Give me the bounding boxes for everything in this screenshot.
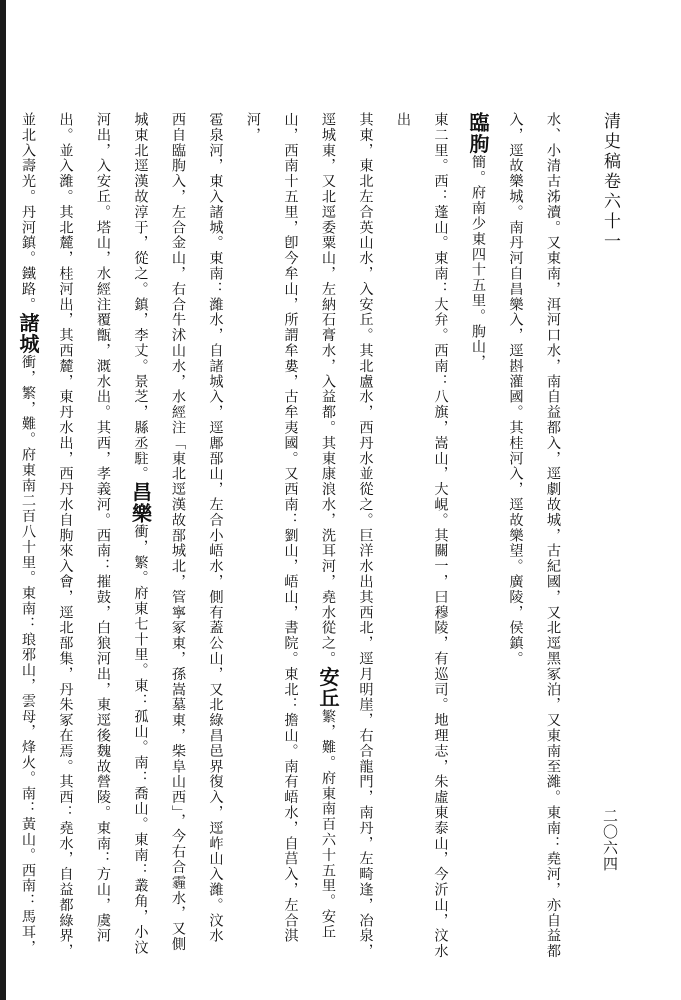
main-text-block xyxy=(16,112,571,974)
heading-text: 簡。府南少東四十五里。朐山， xyxy=(470,154,486,371)
text-column-with-heading xyxy=(309,112,347,974)
section-heading: 安丘 xyxy=(316,666,340,709)
text-column xyxy=(0,112,9,974)
text-column: 入，逕故樂城。南丹河自昌樂入，逕斟灌國。其桂河入，逕故樂望。廣陵，侯鎮。 xyxy=(507,112,524,667)
text-column-with-heading xyxy=(459,112,497,974)
section-heading: 諸城 xyxy=(16,312,40,355)
text-column: 出。並入濰。其北麓，桂河出，其西麓，東丹水出，西丹水自朐來入會，逕北郚集，丹朱冢在焉。其西：堯水，自益都綠界， xyxy=(57,112,74,959)
text-column: 山，西南十五里，卽今牟山，所謂牟婁，古牟夷國。又西南：劉山，峿山，書院。東北：擔山。南有峿水，自莒入，左合淇河， xyxy=(245,112,299,944)
text-run: 逕城東，又北逕委粟山，左納石膏水，入益都。其東康浪水，洗耳河，堯水從之。 xyxy=(320,112,336,667)
heading-text: 衝，繁。府東七十里。東：孤山。南：喬山。東南：叢角，小汶 xyxy=(132,524,149,956)
text-column: 雹泉河，東入諸城。東南：濰水，自諸城入，逕鄌郚山，左合小峿水，側有蓋公山，又北綠昌邑界復入，逕岞山入濰。汶水 xyxy=(207,112,224,944)
heading-text: 繁，難。府東南百六十五里。安丘 xyxy=(320,708,336,940)
text-column-with-heading xyxy=(9,112,47,974)
running-header: 清史稿卷六十一 xyxy=(600,112,620,252)
text-column: 水、小清古泲瀆。又東南，洱河口水，南自益都入，逕劇故城，古紀國，又北逕黑冢泊，又東南至濰。東南：堯河，亦自益都 xyxy=(545,112,561,959)
text-column: 其東，東北左合英山水，入安丘。其北盧水，西丹水並從之。巨洋水出其西北，逕月明崖，右合龍門，南丹，左畸逢，冶泉， xyxy=(357,112,374,959)
text-column: 東二里。西：蓬山。東南：大弁。西南：八旗，嵩山，大峴。其關一，曰穆陵，有巡司。地理志，朱虛東泰山，今沂山，汶水出 xyxy=(395,112,449,959)
text-run: 城東北逕漢故淳于，從之。鎮，李丈。景芝，縣丞駐。 xyxy=(132,112,149,482)
section-heading: 昌樂 xyxy=(128,481,153,525)
heading-text: 衝，繁，難。府東南二百八十里。東南：琅邪山，雲母，烽火。南：黃山。西南：馬耳， xyxy=(20,354,36,956)
text-run: 並北入壽光。丹河鎮。鐵路。 xyxy=(20,112,36,313)
text-column-with-heading xyxy=(121,112,159,974)
section-heading: 臨朐 xyxy=(466,112,490,155)
text-column: 河出，入安丘。塔山，水經注覆甑，溉水出。其西，孝義河。西南：摧鼓，白狼河出，東逕後魏故營陵。東南：方山，虞河 xyxy=(95,112,111,944)
page-number: 二〇六四 xyxy=(601,808,619,872)
text-column: 西自臨朐入，左合金山，右合牛沭山水，水經注「東北逕漢故郚城北，管寧冢東，孫嵩墓東，柴阜山西」，今右合霾水，又側 xyxy=(170,112,186,952)
